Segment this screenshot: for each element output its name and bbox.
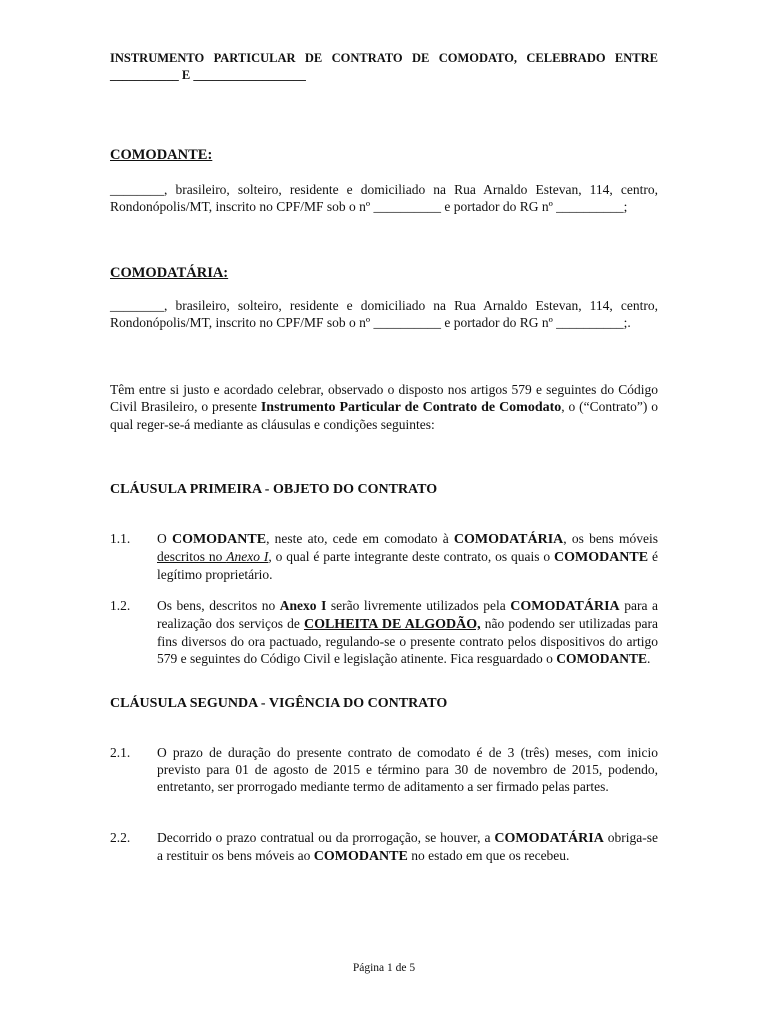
comodataria-label: COMODATÁRIA: [110, 265, 229, 281]
c11-t2: , neste ato, cede em comodato à [266, 531, 454, 546]
c12-t4: não podendo ser utilizadas para fins diversos do ora pactuado, regulando-se o presente contrato pelos dispositivos do artigo 579 e seguintes do Código Civil e legislação atinente. Fica resguardado o [157, 616, 659, 666]
title-blank-2: __________________ [193, 68, 306, 82]
clause-2-1-text: O prazo de duração do presente contrato de comodato é de 3 (três) meses, com inicio previsto para 01 de agosto de 2015 e término para 30 de novembro de 2015, podendo, entretanto, ser prorrogado mediante termo de aditamento a ser firmado pelas partes. [157, 745, 658, 794]
c22-t3: no estado em que os recebeu. [407, 848, 570, 863]
title-line-2 [110, 67, 658, 84]
clause-2-1 [110, 744, 658, 795]
comodante-label-block [110, 146, 658, 164]
c11-t5: é legítimo proprietário. [157, 549, 658, 582]
clause-2-1-number: 2.1. [110, 745, 131, 760]
comodante-name-blank: ________ [110, 182, 164, 197]
c11-u1: descritos no [157, 549, 227, 564]
clause1-heading: CLÁUSULA PRIMEIRA - OBJETO DO CONTRATO [110, 482, 438, 497]
comodataria-paragraph [110, 297, 658, 331]
intro-text-b: , o (“Contrato”) o qual reger-se-á mediante as cláusulas e condições seguintes: [110, 399, 658, 432]
clause-2-2 [110, 829, 658, 865]
page-footer: Página 1 de 5 [352, 962, 416, 974]
comodante-text-b: e portador do RG nº [440, 199, 557, 214]
comodante-cpf-blank: __________ [373, 199, 441, 214]
intro-bold: Instrumento Particular de Contrato de Comodato [260, 400, 562, 415]
comodataria-rg-blank: __________ [556, 315, 624, 330]
c22-b2: COMODANTE [313, 849, 408, 864]
intro-text-a: Têm entre si justo e acordado celebrar, observado o disposto nos artigos 579 e seguintes do Código Civil Brasileiro, o presente [110, 382, 658, 414]
c12-t5: . [647, 651, 651, 666]
document-title [110, 50, 658, 84]
c11-b1: COMODANTE [171, 532, 267, 547]
comodante-end: ; [623, 199, 628, 214]
comodataria-text-a: , brasileiro, solteiro, residente e domiciliado na Rua Arnaldo Estevan, 114, centro, Rondonópolis/MT, inscrito no CPF/MF sob o nº [110, 298, 658, 330]
comodante-paragraph [110, 181, 658, 215]
c12-b1: Anexo I [279, 598, 327, 613]
c11-b3: COMODANTE [553, 550, 649, 565]
comodataria-end: ;. [623, 315, 631, 330]
intro-paragraph [110, 381, 658, 433]
clause2-heading: CLÁUSULA SEGUNDA - VIGÊNCIA DO CONTRATO [110, 696, 448, 711]
c12-t1: Os bens, descritos no [157, 598, 280, 613]
clause-2-2-text [157, 829, 658, 865]
comodante-label: COMODANTE: [110, 147, 213, 163]
c11-t1: O [157, 531, 172, 546]
comodante-rg-blank: __________ [556, 199, 624, 214]
comodataria-name-blank: ________ [110, 298, 164, 313]
c12-t2: serão livremente utilizados pela [326, 598, 511, 613]
clause-1-2-text [157, 597, 658, 667]
comodataria-label-block [110, 264, 658, 282]
c11-t3: , os bens móveis [563, 531, 659, 546]
clause-1-1-text [157, 530, 658, 583]
title-line-1: INSTRUMENTO PARTICULAR DE CONTRATO DE COMODATO, CELEBRADO ENTRE [110, 51, 658, 65]
c12-bu1: COLHEITA DE ALGODÃO, [303, 617, 481, 632]
clause-1-2-number: 1.2. [110, 598, 131, 613]
clause-1-1 [110, 530, 658, 583]
comodante-text-a: , brasileiro, solteiro, residente e domiciliado na Rua Arnaldo Estevan, 114, centro, Rondonópolis/MT, inscrito no CPF/MF sob o nº [110, 182, 658, 214]
c12-b2: COMODATÁRIA [510, 599, 620, 614]
c11-b2: COMODATÁRIA [453, 532, 564, 547]
title-blank-1: ___________ [110, 68, 179, 82]
c12-b3: COMODANTE [556, 651, 648, 666]
c11-t4: , o qual é parte integrante deste contrato, os quais o [268, 549, 554, 564]
c12-t3: para a realização dos serviços de [157, 598, 658, 631]
title-e: E [181, 68, 191, 82]
comodataria-text-b: e portador do RG nº [440, 315, 557, 330]
c22-t1: Decorrido o prazo contratual ou da prorrogação, se houver, a [157, 830, 495, 845]
clause-2-2-number: 2.2. [110, 830, 131, 845]
c22-t2: obriga-se a restituir os bens móveis ao [157, 830, 658, 863]
clause-1-1-number: 1.1. [110, 531, 131, 546]
c11-ui1: Anexo I [226, 549, 269, 564]
clause-1-2 [110, 597, 658, 667]
comodataria-cpf-blank: __________ [373, 315, 441, 330]
c22-b1: COMODATÁRIA [494, 831, 604, 846]
